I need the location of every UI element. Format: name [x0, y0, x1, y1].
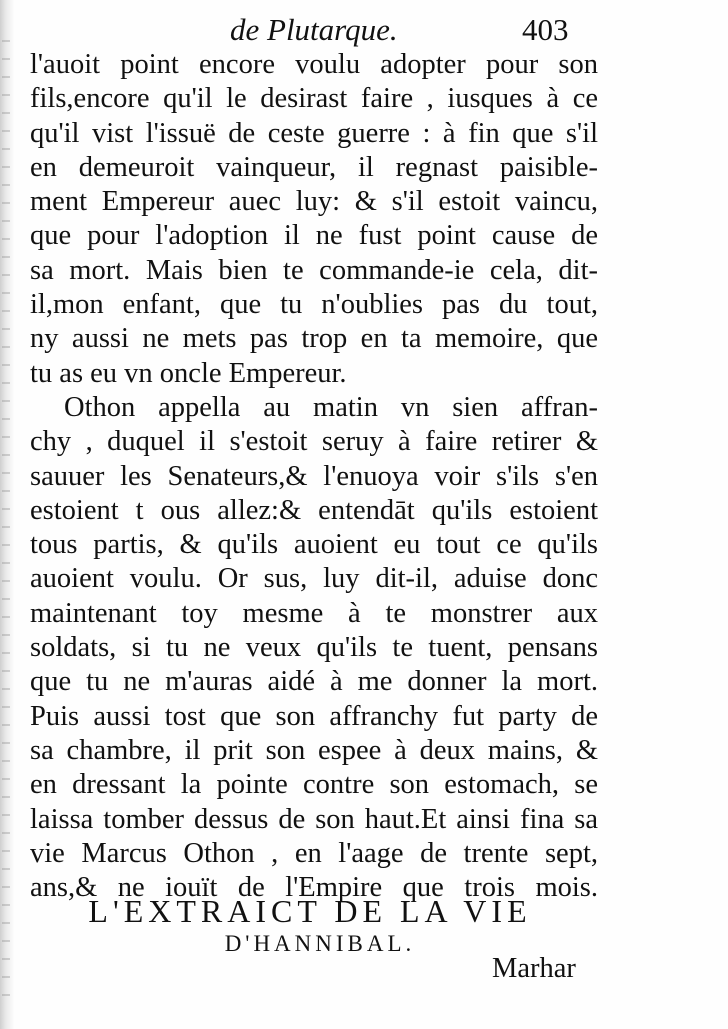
- text-line: tu as eu vn oncle Empereur.: [30, 357, 347, 389]
- text-line: sa mort. Mais bien te commande-ie cela, dit-: [30, 254, 598, 286]
- text-line: Othon appella au matin vn sien affran-: [64, 391, 598, 423]
- text-line: il,mon enfant, que tu n'oublies pas du tout,: [30, 289, 598, 321]
- text-line: que pour l'adoption il ne fust point cause de: [30, 220, 598, 252]
- gutter-marks: [2, 40, 10, 1000]
- text-line: tous partis, & qu'ils auoient eu tout ce qu'ils: [30, 529, 598, 561]
- running-title: de Plutarque.: [230, 12, 398, 47]
- text-line: vie Marcus Othon , en l'aage de trente sept,: [30, 837, 598, 869]
- section-subheading: D'HANNIBAL.: [224, 931, 416, 956]
- section-heading: L'EXTRAICT DE LA VIE: [88, 893, 532, 929]
- page-number: 403: [522, 12, 569, 47]
- body-text: [30, 48, 598, 905]
- text-line: que tu ne m'auras aidé à me donner la mort.: [30, 666, 598, 698]
- text-line: ny aussi ne mets pas trop en ta memoire, que: [30, 323, 598, 355]
- text-line: sa chambre, il prit son espee à deux mains, &: [30, 734, 598, 766]
- text-line: ment Empereur auec luy: & s'il estoit vaincu,: [30, 186, 598, 218]
- text-line: ans,& ne iouït de l'Empire que trois mois.: [30, 872, 598, 904]
- text-line: soldats, si tu ne veux qu'ils te tuent, pensans: [30, 632, 598, 664]
- text-line: laissa tomber dessus de son haut.Et ainsi fina sa: [30, 803, 598, 835]
- text-line: l'auoit point encore voulu adopter pour son: [30, 49, 598, 80]
- text-line: chy , duquel il s'estoit seruy à faire retirer &: [30, 426, 598, 458]
- text-line: fils,encore qu'il le desirast faire , iusques à ce: [30, 83, 598, 115]
- text-line: auoient voulu. Or sus, luy dit-il, aduise donc: [30, 563, 598, 595]
- catchword: Marhar: [492, 953, 576, 984]
- text-line: en demeuroit vainqueur, il regnast paisible-: [30, 151, 598, 183]
- text-line: estoient t ous allez:& entendāt qu'ils estoient: [30, 494, 598, 526]
- text-line: Puis aussi tost que son affranchy fut party de: [30, 700, 598, 732]
- page-gutter: [0, 0, 14, 1029]
- text-line: sauuer les Senateurs,& l'enuoya voir s'ils s'en: [30, 460, 598, 492]
- text-line: en dressant la pointe contre son estomach, se: [30, 769, 598, 801]
- text-line: qu'il vist l'issuë de ceste guerre : à fin que s'il: [30, 117, 598, 149]
- text-line: maintenant toy mesme à te monstrer aux: [30, 597, 598, 629]
